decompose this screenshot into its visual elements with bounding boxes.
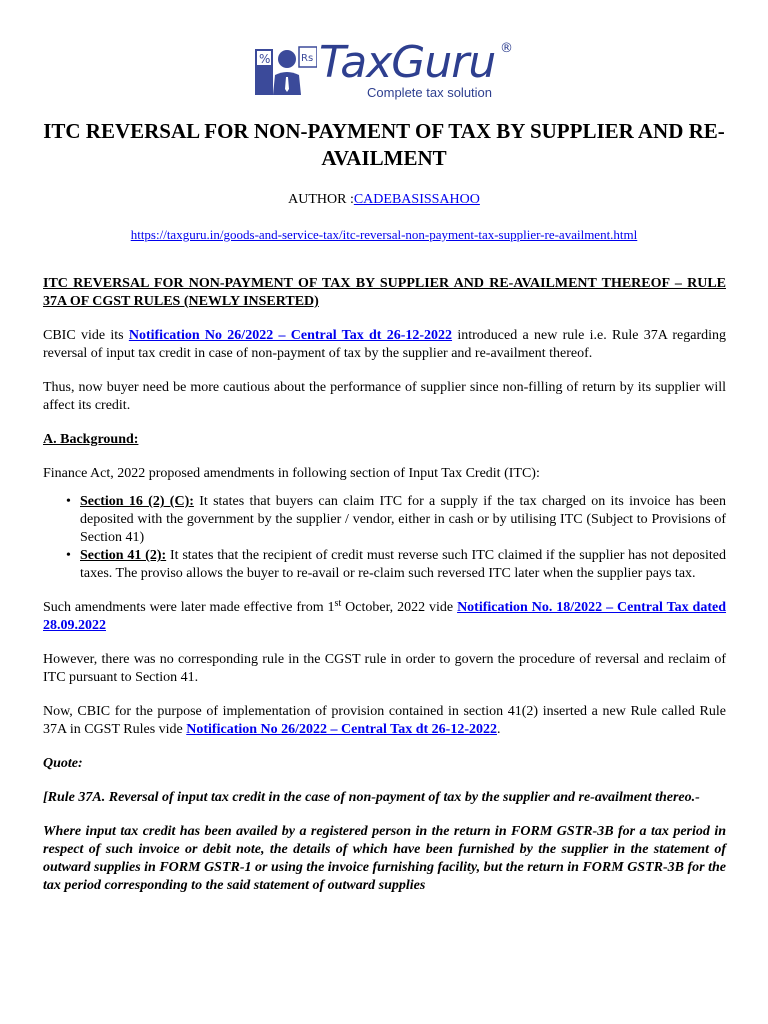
section-41-text: It states that the recipient of credit must reverse such ITC claimed if the supplier has not deposited taxes. The proviso allows the buyer to re-avail or re-claim such reversed ITC later when the supplier pays tax. [80,548,727,581]
p4-superscript: st [334,598,342,609]
taxguru-logo-icon [255,43,317,99]
author-prefix: AUTHOR : [288,192,354,207]
section-heading: ITC REVERSAL FOR NON-PAYMENT OF TAX BY SUPPLIER AND RE-AVAILMENT THEREOF – RULE 37A OF CGST RULES (NEWLY INSERTED) [43,276,726,309]
logo-registered-mark: ® [500,41,513,56]
background-heading: A. Background: [43,432,139,447]
logo-tagline: Complete tax solution [367,85,493,100]
paragraph-notification-intro [43,327,726,363]
p1-text-after: introduced a new rule i.e. Rule 37A regarding reversal of input tax credit in case of non-payment of tax by the supplier and re-availment thereof. [43,328,726,361]
taxguru-logo [255,37,517,101]
p4-text-before: Such amendments were later made effective from 1 [43,600,335,615]
quote-rule-heading: [Rule 37A. Reversal of input tax credit in the case of non-payment of tax by the supplier and re-availment thereo.- [43,790,700,805]
section-16-text: It states that buyers can claim ITC for a supply if the tax charged on its invoice has been deposited with the government by the supplier / vendor, either in cash or by utilising ITC (Subject to Provisions of Section 41) [80,494,726,545]
notification-26-2022-link[interactable]: Notification No 26/2022 – Central Tax dt 26-12-2022 [128,328,453,343]
document-title: ITC REVERSAL FOR NON-PAYMENT OF TAX BY SUPPLIER AND RE-AVAILMENT [43,119,725,170]
p1-text-before: CBIC vide its [43,328,129,343]
p4-text-mid: October, 2022 vide [341,600,458,615]
quote-label: Quote: [43,756,83,771]
svg-text:Rs: Rs [301,53,314,64]
logo-brand-text: TaxGuru [319,37,496,88]
paragraph-finance-act: Finance Act, 2022 proposed amendments in following section of Input Tax Credit (ITC): [43,466,540,481]
sections-list [80,493,726,583]
svg-text:%: % [259,52,271,66]
notification-18-2022-link[interactable]: Notification No. 18/2022 – Central Tax dated 28.09.2022 [43,600,727,633]
author-link[interactable]: CADEBASISSAHOO [353,192,480,207]
p6-text-before: Now, CBIC for the purpose of implementation of provision contained in section 41(2) inserted a new Rule called Rule 37A in CGST Rules vide [43,704,726,737]
article-body [43,275,726,911]
paragraph-effective-date [43,599,726,635]
list-item-section-41 [80,547,726,583]
notification-26-2022-link-2[interactable]: Notification No 26/2022 – Central Tax dt 26-12-2022 [186,722,497,737]
section-41-label: Section 41 (2): [80,548,167,563]
author-line [0,192,768,208]
quote-rule-text: Where input tax credit has been availed by a registered person in the return in FORM GSTR-3B for a tax period in respect of such invoice or debit note, the details of which have been furnished by the supplier in the statement of outward supplies in FORM GSTR-1 or using the invoice furnishing facility, but the return in FORM GSTR-3B for the tax period corresponding to the said statement of outward supplies [43,824,726,893]
paragraph-rule-37a-inserted [43,703,726,739]
article-url-link[interactable]: https://taxguru.in/goods-and-service-tax/itc-reversal-non-payment-tax-supplier-re-availment.html [130,227,638,242]
article-url-line [0,227,768,243]
paragraph-no-corresponding-rule: However, there was no corresponding rule in the CGST rule in order to govern the procedure of reversal and reclaim of ITC pursuant to Section 41. [43,652,726,685]
list-item-section-16 [80,493,726,547]
paragraph-buyer-caution: Thus, now buyer need be more cautious about the performance of supplier since non-filling of return by its supplier will affect its credit. [43,380,726,413]
section-16-label: Section 16 (2) (C): [80,494,194,509]
p6-text-after: . [496,722,501,737]
